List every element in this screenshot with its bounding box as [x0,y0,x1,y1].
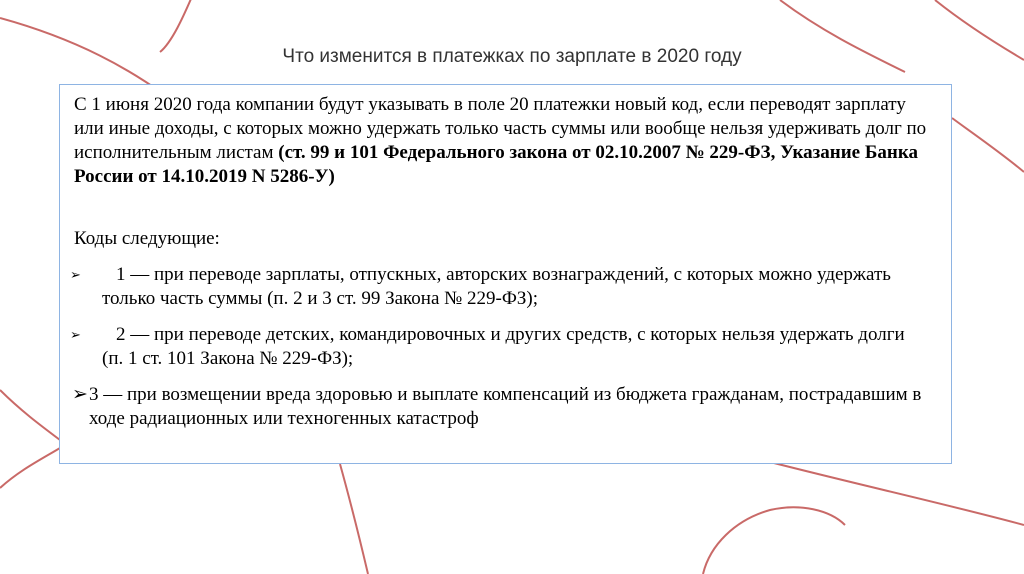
codes-heading: Коды следующие: [74,228,220,249]
content-box [59,84,952,464]
decor-line [0,448,60,488]
slide-title: Что изменится в платежках по зарплате в 2020 году [282,46,742,67]
code-item-2 [70,323,930,371]
code-item-text: 3 — при возмещении вреда здоровью и выплате компенсаций из бюджета гражданам, пострадавшим в ходе радиационных или техногенных катастроф [89,384,922,429]
code-item-1 [70,263,930,311]
decor-line [770,462,1024,525]
code-item-3 [72,383,942,431]
code-item-text: 2 — при переводе детских, командировочных и других средств, с которых нельзя удержать долги (п. 1 ст. 101 Закона № 229-ФЗ); [102,324,905,369]
decor-line [340,464,368,574]
decor-line [952,118,1024,172]
decor-line [160,0,195,52]
arrow-bullet-icon: ➢ [72,384,88,405]
intro-text: С 1 июня 2020 года компании будут указывать в поле 20 платежки новый код, если переводят зарплату или иные доходы, с которых можно удержать только часть суммы или вообще нельзя удерживать долг по исполнительным листам [74,94,927,163]
code-item-text: 1 — при переводе зарплаты, отпускных, авторских вознаграждений, с которых можно удержать только часть суммы (п. 2 и 3 ст. 99 Закона № 229-ФЗ); [102,264,891,309]
decor-line [703,507,845,574]
intro-paragraph [74,93,934,189]
arrow-bullet-icon: ➢ [70,327,81,342]
arrow-bullet-icon: ➢ [70,267,81,282]
decor-line [0,390,60,440]
law-reference: (ст. 99 и 101 Федерального закона от 02.10.2007 № 229-ФЗ, Указание Банка России от 14.10.2019 N 5286-У) [74,142,919,187]
